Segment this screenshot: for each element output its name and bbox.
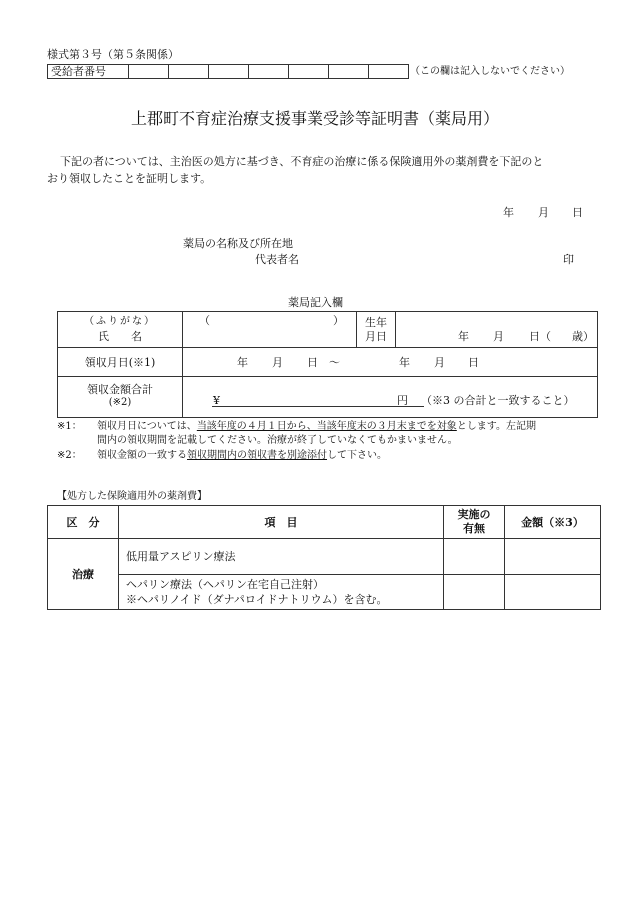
representative-label: 代表者名: [255, 253, 299, 266]
birth-day: 日（: [529, 330, 551, 343]
yen-mark: ¥: [213, 394, 220, 407]
item-heparin: [119, 575, 444, 610]
item-low-dose-aspirin: 低用量アスピリン療法: [119, 539, 444, 575]
note-1-text: [97, 421, 536, 433]
note-2-text: [97, 450, 387, 462]
birth-label-2: 月日: [365, 330, 387, 343]
note-2-b: 領収期間内の領収書を別途添付: [187, 450, 327, 461]
birth-label-1: 生年: [365, 316, 387, 329]
receipt-month-1: 月: [272, 356, 283, 369]
recipient-number-cell[interactable]: [249, 65, 289, 79]
name-value-cell[interactable]: [183, 312, 357, 348]
note-2-a: 領収金額の一致する: [97, 450, 187, 461]
receipt-month-label: 領収月日(※1): [58, 348, 183, 377]
item-heparin-line-1: ヘパリン療法（ヘパリン在宅自己注射）: [126, 578, 324, 591]
col-done-header-2: 有無: [463, 522, 485, 535]
not-fill-note: （この欄は記入しないでください）: [410, 66, 570, 77]
birth-month: 月: [493, 330, 504, 343]
col-amount-header: 金額（※3）: [505, 506, 601, 539]
date-day: 日: [572, 206, 583, 219]
recipient-number-grid: [47, 64, 409, 79]
receipt-month-value-cell[interactable]: [183, 348, 598, 377]
page-title: 上郡町不育症治療支援事業受診等証明書（薬局用）: [130, 109, 499, 128]
intro-line-2: おり領収したことを証明します。: [47, 172, 212, 185]
recipient-number-cell[interactable]: [329, 65, 369, 79]
birth-year: 年: [458, 330, 469, 343]
date-month: 月: [538, 206, 549, 219]
drug-table-caption: 【処方した保険適用外の薬剤費】: [57, 491, 207, 502]
pharmacy-name-address-label: 薬局の名称及び所在地: [183, 237, 293, 250]
note-1-a: 領収月日については、: [97, 421, 197, 432]
note-1-c: とします。左記期: [456, 421, 537, 432]
recipient-number-cell[interactable]: [129, 65, 169, 79]
note-1-mark: ※1：: [57, 421, 82, 432]
name-label: 氏 名: [98, 330, 142, 343]
drug-cost-table: [47, 505, 601, 610]
age-label: 歳）: [572, 330, 594, 343]
receipt-year-1: 年: [237, 356, 248, 369]
pharmacy-record-table: [57, 311, 598, 418]
recipient-number-cell[interactable]: [209, 65, 249, 79]
recipient-number-label: 受給者番号: [48, 65, 129, 79]
col-category-header: 区 分: [48, 506, 119, 539]
recipient-number-cell[interactable]: [289, 65, 329, 79]
note-1-line-2: 間内の領収期間を記載してください。治療が終了していなくてもかまいません。: [97, 435, 458, 446]
note-1-b: 当該年度の４月１日から、当該年度末の３月末までを対象: [196, 421, 457, 432]
amount-underline: [212, 406, 424, 407]
note-2-mark: ※2：: [57, 450, 82, 461]
name-label-cell: [58, 312, 183, 348]
note-2-c: して下さい。: [327, 450, 387, 461]
receipt-tilde: ～: [329, 356, 340, 369]
receipt-day-2: 日: [468, 356, 479, 369]
birth-label-cell: [357, 312, 396, 348]
done-cell[interactable]: [444, 575, 505, 610]
col-done-header-1: 実施の: [457, 508, 491, 521]
seal-mark: 印: [563, 253, 574, 266]
furigana-paren-open: （: [199, 314, 210, 327]
recipient-number-cell[interactable]: [369, 65, 409, 79]
total-note: （※3 の合計と一致すること）: [421, 394, 575, 407]
amount-cell[interactable]: [505, 539, 601, 575]
amount-cell[interactable]: [505, 575, 601, 610]
receipt-year-2: 年: [399, 356, 410, 369]
form-number: 様式第３号（第５条関係）: [47, 48, 179, 61]
total-label-cell: [58, 377, 183, 418]
total-label-1: 領収金額合計: [87, 383, 153, 396]
furigana-paren-close: ）: [333, 314, 344, 327]
total-label-2: (※2): [108, 397, 132, 408]
col-item-header: 項 目: [119, 506, 444, 539]
furigana-label: （ふりがな）: [84, 316, 156, 327]
item-heparin-line-2: ※ヘパリノイド（ダナパロイドナトリウム）を含む。: [126, 593, 388, 606]
receipt-month-2: 月: [434, 356, 445, 369]
total-value-cell[interactable]: [183, 377, 598, 418]
intro-line-1: 下記の者については、主治医の処方に基づき、不育症の治療に係る保険適用外の薬剤費を下記のと: [60, 155, 544, 168]
category-treatment: 治療: [48, 539, 119, 610]
recipient-number-cell[interactable]: [169, 65, 209, 79]
done-cell[interactable]: [444, 539, 505, 575]
birth-value-cell[interactable]: [396, 312, 598, 348]
yen-label: 円: [397, 394, 408, 407]
record-caption: 薬局記入欄: [288, 296, 343, 309]
date-year: 年: [503, 206, 514, 219]
receipt-day-1: 日: [307, 356, 318, 369]
col-done-header: [444, 506, 505, 539]
